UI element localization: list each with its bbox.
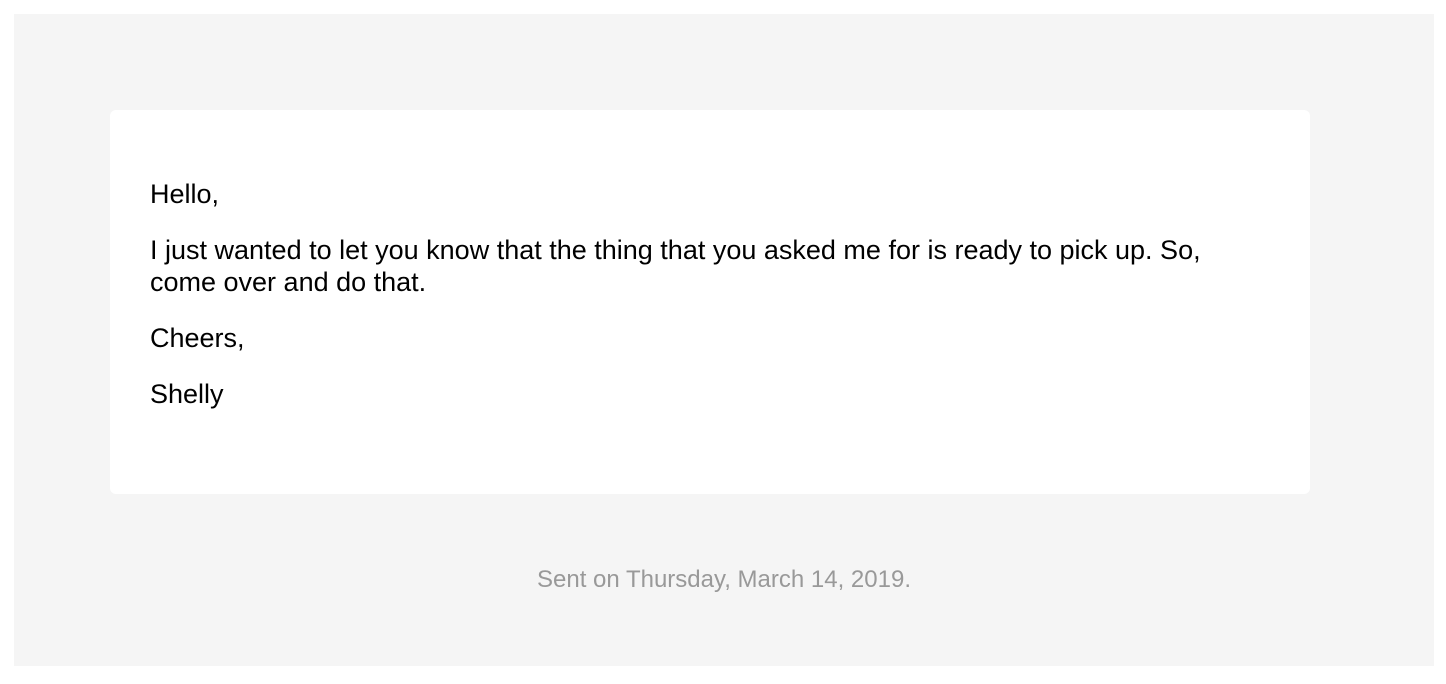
- email-card: [110, 110, 1310, 494]
- email-signature: Shelly: [150, 379, 224, 409]
- email-background: [14, 14, 1434, 666]
- sent-date-footer: Sent on Thursday, March 14, 2019.: [536, 566, 911, 593]
- email-greeting: Hello,: [150, 179, 220, 209]
- email-body: I just wanted to let you know that the thing that you asked me for is ready to pick up. So, come over and do that.: [150, 235, 1201, 297]
- email-closing: Cheers,: [150, 323, 245, 353]
